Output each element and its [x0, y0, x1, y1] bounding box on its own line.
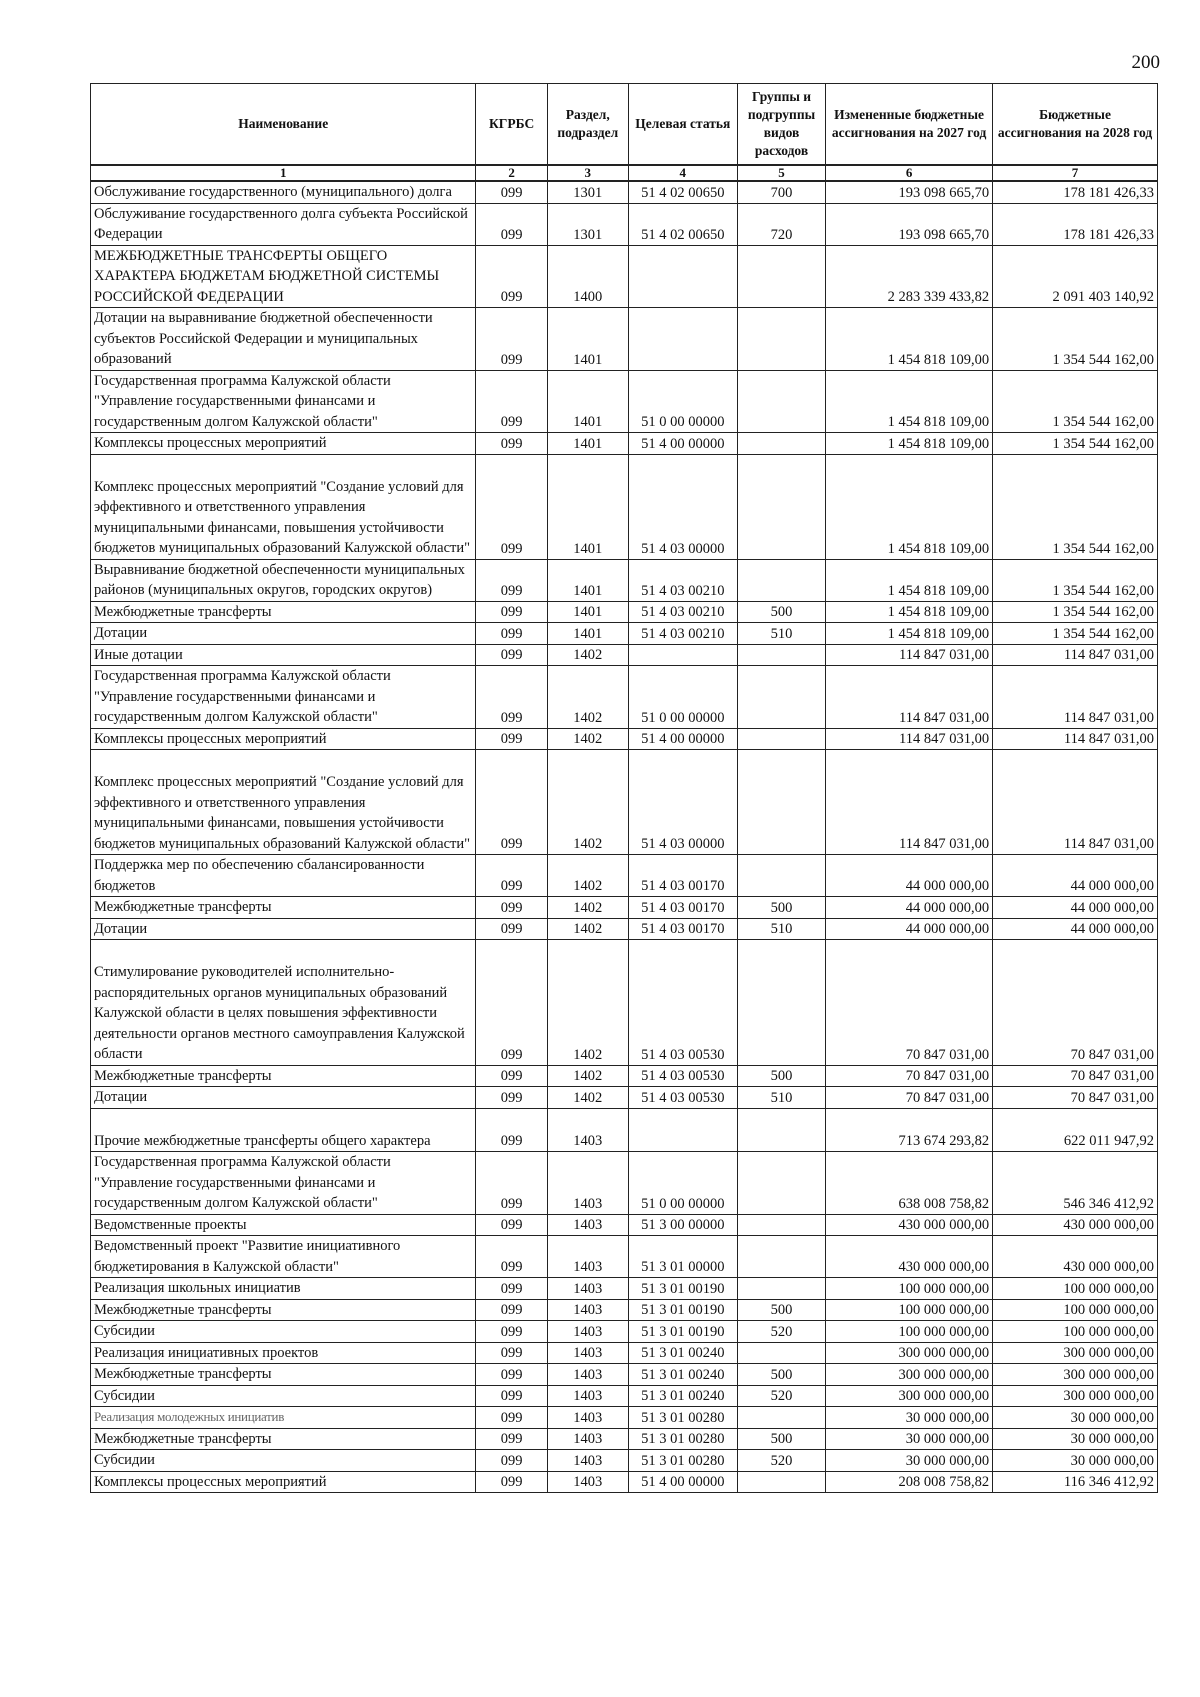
- row-expense-group: [737, 1471, 825, 1493]
- row-section: 1402: [547, 940, 628, 1066]
- row-name: Обслуживание государственного долга субъекта Российской Федерации: [91, 203, 476, 245]
- row-name: Обслуживание государственного (муниципального) долга: [91, 181, 476, 203]
- row-expense-group: 500: [737, 1299, 825, 1321]
- row-expense-group: 510: [737, 1087, 825, 1109]
- row-expense-group: [737, 559, 825, 601]
- row-name: Прочие межбюджетные трансферты общего характера: [91, 1108, 476, 1152]
- row-amount-2027: 1 454 818 109,00: [826, 308, 993, 371]
- table-row: [91, 245, 1158, 308]
- table-row: [91, 308, 1158, 371]
- row-expense-group: 520: [737, 1321, 825, 1343]
- column-number: 6: [826, 165, 993, 181]
- row-kgrbs: 099: [476, 181, 547, 203]
- row-expense-group: 520: [737, 1385, 825, 1407]
- row-kgrbs: 099: [476, 1152, 547, 1215]
- row-kgrbs: 099: [476, 601, 547, 623]
- row-kgrbs: 099: [476, 897, 547, 919]
- row-name: Реализация школьных инициатив: [91, 1278, 476, 1300]
- header-name: Наименование: [91, 84, 476, 166]
- row-amount-2028: 1 354 544 162,00: [993, 433, 1158, 455]
- table-row: [91, 644, 1158, 666]
- row-target-article: 51 0 00 00000: [628, 1152, 737, 1215]
- row-amount-2028: 114 847 031,00: [993, 644, 1158, 666]
- column-number: 5: [737, 165, 825, 181]
- row-amount-2028: 178 181 426,33: [993, 203, 1158, 245]
- row-target-article: 51 4 03 00170: [628, 855, 737, 897]
- row-expense-group: [737, 1108, 825, 1152]
- row-amount-2028: 2 091 403 140,92: [993, 245, 1158, 308]
- row-kgrbs: 099: [476, 203, 547, 245]
- table-row: [91, 666, 1158, 729]
- row-target-article: 51 0 00 00000: [628, 666, 737, 729]
- table-body: [91, 165, 1158, 1493]
- table-row: [91, 1321, 1158, 1343]
- row-amount-2028: 430 000 000,00: [993, 1236, 1158, 1278]
- row-target-article: 51 4 03 00530: [628, 1065, 737, 1087]
- row-name: Государственная программа Калужской области "Управление государственными финансами и государственным долгом Калужской области": [91, 666, 476, 729]
- row-amount-2028: 44 000 000,00: [993, 855, 1158, 897]
- row-kgrbs: 099: [476, 454, 547, 559]
- row-amount-2028: 30 000 000,00: [993, 1428, 1158, 1450]
- row-kgrbs: 099: [476, 308, 547, 371]
- column-number: 7: [993, 165, 1158, 181]
- row-amount-2027: 638 008 758,82: [826, 1152, 993, 1215]
- table-row: [91, 1108, 1158, 1152]
- row-name: Поддержка мер по обеспечению сбалансированности бюджетов: [91, 855, 476, 897]
- row-amount-2028: 70 847 031,00: [993, 1087, 1158, 1109]
- row-target-article: 51 4 02 00650: [628, 181, 737, 203]
- row-amount-2027: 30 000 000,00: [826, 1428, 993, 1450]
- row-amount-2027: 30 000 000,00: [826, 1407, 993, 1429]
- row-amount-2028: 1 354 544 162,00: [993, 308, 1158, 371]
- row-target-article: [628, 308, 737, 371]
- row-target-article: [628, 644, 737, 666]
- table-row: [91, 728, 1158, 750]
- row-amount-2027: 114 847 031,00: [826, 644, 993, 666]
- row-name: Субсидии: [91, 1321, 476, 1343]
- row-section: 1401: [547, 601, 628, 623]
- table-row: [91, 203, 1158, 245]
- row-amount-2028: 70 847 031,00: [993, 940, 1158, 1066]
- row-amount-2027: 713 674 293,82: [826, 1108, 993, 1152]
- row-name: Реализация инициативных проектов: [91, 1342, 476, 1364]
- row-amount-2028: 300 000 000,00: [993, 1364, 1158, 1386]
- row-target-article: 51 3 01 00240: [628, 1342, 737, 1364]
- row-name: Комплексы процессных мероприятий: [91, 433, 476, 455]
- row-section: 1401: [547, 623, 628, 645]
- row-expense-group: [737, 454, 825, 559]
- table-row: [91, 897, 1158, 919]
- row-amount-2028: 178 181 426,33: [993, 181, 1158, 203]
- row-name: Реализация молодежных инициатив: [91, 1407, 476, 1429]
- row-target-article: 51 3 01 00280: [628, 1450, 737, 1472]
- table-row: [91, 1236, 1158, 1278]
- table-row: [91, 1407, 1158, 1429]
- row-expense-group: [737, 1342, 825, 1364]
- row-name: Межбюджетные трансферты: [91, 601, 476, 623]
- row-expense-group: [737, 1236, 825, 1278]
- header-kgrbs: КГРБС: [476, 84, 547, 166]
- row-kgrbs: 099: [476, 1428, 547, 1450]
- row-target-article: [628, 245, 737, 308]
- column-number: 2: [476, 165, 547, 181]
- row-section: 1403: [547, 1214, 628, 1236]
- row-expense-group: [737, 433, 825, 455]
- column-number: 1: [91, 165, 476, 181]
- row-expense-group: 510: [737, 918, 825, 940]
- row-section: 1402: [547, 918, 628, 940]
- row-section: 1402: [547, 666, 628, 729]
- row-expense-group: [737, 1214, 825, 1236]
- column-number: 3: [547, 165, 628, 181]
- row-amount-2027: 44 000 000,00: [826, 897, 993, 919]
- table-row: [91, 181, 1158, 203]
- table-row: [91, 1299, 1158, 1321]
- row-section: 1403: [547, 1321, 628, 1343]
- table-header-row: [91, 84, 1158, 166]
- row-section: 1402: [547, 750, 628, 855]
- table-row: [91, 433, 1158, 455]
- row-amount-2027: 30 000 000,00: [826, 1450, 993, 1472]
- row-amount-2028: 114 847 031,00: [993, 750, 1158, 855]
- row-target-article: 51 3 01 00240: [628, 1364, 737, 1386]
- row-target-article: 51 4 03 00210: [628, 559, 737, 601]
- row-name: МЕЖБЮДЖЕТНЫЕ ТРАНСФЕРТЫ ОБЩЕГО ХАРАКТЕРА БЮДЖЕТАМ БЮДЖЕТНОЙ СИСТЕМЫ РОССИЙСКОЙ ФЕДЕРАЦИИ: [91, 245, 476, 308]
- row-kgrbs: 099: [476, 728, 547, 750]
- row-kgrbs: 099: [476, 1278, 547, 1300]
- row-amount-2028: 1 354 544 162,00: [993, 601, 1158, 623]
- row-expense-group: [737, 1152, 825, 1215]
- row-kgrbs: 099: [476, 1236, 547, 1278]
- page-number: 200: [1131, 52, 1160, 73]
- row-expense-group: 500: [737, 601, 825, 623]
- row-kgrbs: 099: [476, 1321, 547, 1343]
- row-kgrbs: 099: [476, 1364, 547, 1386]
- row-target-article: 51 4 00 00000: [628, 433, 737, 455]
- table-row: [91, 1342, 1158, 1364]
- row-expense-group: [737, 644, 825, 666]
- row-section: 1400: [547, 245, 628, 308]
- row-section: 1403: [547, 1108, 628, 1152]
- row-name: Дотации: [91, 623, 476, 645]
- row-name: Межбюджетные трансферты: [91, 1299, 476, 1321]
- row-expense-group: [737, 1407, 825, 1429]
- row-expense-group: [737, 1278, 825, 1300]
- row-kgrbs: 099: [476, 370, 547, 433]
- table-row: [91, 1087, 1158, 1109]
- row-section: 1403: [547, 1278, 628, 1300]
- row-expense-group: 510: [737, 623, 825, 645]
- row-amount-2027: 1 454 818 109,00: [826, 370, 993, 433]
- row-amount-2027: 1 454 818 109,00: [826, 433, 993, 455]
- table-row: [91, 370, 1158, 433]
- row-amount-2028: 546 346 412,92: [993, 1152, 1158, 1215]
- row-name: Дотации: [91, 1087, 476, 1109]
- row-amount-2028: 30 000 000,00: [993, 1407, 1158, 1429]
- table-row: [91, 601, 1158, 623]
- row-target-article: 51 4 02 00650: [628, 203, 737, 245]
- row-amount-2027: 300 000 000,00: [826, 1342, 993, 1364]
- row-name: Межбюджетные трансферты: [91, 1065, 476, 1087]
- row-kgrbs: 099: [476, 666, 547, 729]
- row-name: Дотации: [91, 918, 476, 940]
- row-kgrbs: 099: [476, 1065, 547, 1087]
- row-amount-2027: 1 454 818 109,00: [826, 559, 993, 601]
- row-amount-2028: 116 346 412,92: [993, 1471, 1158, 1493]
- row-section: 1403: [547, 1152, 628, 1215]
- row-kgrbs: 099: [476, 1108, 547, 1152]
- row-section: 1403: [547, 1342, 628, 1364]
- budget-allocation-table: [90, 83, 1158, 1493]
- row-target-article: 51 4 03 00000: [628, 750, 737, 855]
- row-expense-group: [737, 940, 825, 1066]
- row-section: 1401: [547, 370, 628, 433]
- row-expense-group: [737, 666, 825, 729]
- row-kgrbs: 099: [476, 1342, 547, 1364]
- row-expense-group: [737, 855, 825, 897]
- row-amount-2027: 208 008 758,82: [826, 1471, 993, 1493]
- row-amount-2027: 1 454 818 109,00: [826, 454, 993, 559]
- header-target-article: Целевая статья: [628, 84, 737, 166]
- row-expense-group: 500: [737, 897, 825, 919]
- row-amount-2027: 100 000 000,00: [826, 1299, 993, 1321]
- column-number: 4: [628, 165, 737, 181]
- row-section: 1401: [547, 308, 628, 371]
- row-amount-2027: 193 098 665,70: [826, 203, 993, 245]
- row-section: 1403: [547, 1450, 628, 1472]
- table-row: [91, 1152, 1158, 1215]
- row-amount-2028: 44 000 000,00: [993, 918, 1158, 940]
- row-target-article: 51 4 03 00210: [628, 623, 737, 645]
- row-expense-group: 500: [737, 1428, 825, 1450]
- row-expense-group: 500: [737, 1364, 825, 1386]
- row-target-article: 51 3 01 00190: [628, 1321, 737, 1343]
- row-expense-group: [737, 308, 825, 371]
- table-row: [91, 750, 1158, 855]
- row-target-article: 51 3 01 00190: [628, 1278, 737, 1300]
- row-amount-2028: 70 847 031,00: [993, 1065, 1158, 1087]
- row-amount-2027: 430 000 000,00: [826, 1214, 993, 1236]
- row-expense-group: [737, 245, 825, 308]
- table-row: [91, 940, 1158, 1066]
- row-name: Межбюджетные трансферты: [91, 897, 476, 919]
- row-target-article: 51 4 03 00530: [628, 940, 737, 1066]
- row-amount-2028: 114 847 031,00: [993, 666, 1158, 729]
- row-amount-2027: 114 847 031,00: [826, 750, 993, 855]
- row-amount-2027: 430 000 000,00: [826, 1236, 993, 1278]
- row-expense-group: 520: [737, 1450, 825, 1472]
- row-kgrbs: 099: [476, 623, 547, 645]
- row-section: 1403: [547, 1385, 628, 1407]
- row-name: Государственная программа Калужской области "Управление государственными финансами и государственным долгом Калужской области": [91, 370, 476, 433]
- row-amount-2028: 30 000 000,00: [993, 1450, 1158, 1472]
- table-row: [91, 1450, 1158, 1472]
- row-expense-group: [737, 728, 825, 750]
- row-expense-group: 500: [737, 1065, 825, 1087]
- row-section: 1401: [547, 433, 628, 455]
- row-kgrbs: 099: [476, 245, 547, 308]
- header-2028: Бюджетные ассигнования на 2028 год: [993, 84, 1158, 166]
- row-name: Субсидии: [91, 1385, 476, 1407]
- row-kgrbs: 099: [476, 1407, 547, 1429]
- table-row: [91, 1214, 1158, 1236]
- row-section: 1401: [547, 454, 628, 559]
- row-amount-2027: 300 000 000,00: [826, 1385, 993, 1407]
- table-row: [91, 918, 1158, 940]
- row-name: Межбюджетные трансферты: [91, 1428, 476, 1450]
- row-kgrbs: 099: [476, 1471, 547, 1493]
- row-kgrbs: 099: [476, 1087, 547, 1109]
- row-section: 1402: [547, 728, 628, 750]
- row-target-article: 51 4 03 00210: [628, 601, 737, 623]
- row-section: 1301: [547, 181, 628, 203]
- row-amount-2028: 1 354 544 162,00: [993, 370, 1158, 433]
- row-section: 1403: [547, 1236, 628, 1278]
- row-amount-2028: 44 000 000,00: [993, 897, 1158, 919]
- row-amount-2028: 1 354 544 162,00: [993, 623, 1158, 645]
- row-target-article: [628, 1108, 737, 1152]
- row-kgrbs: 099: [476, 644, 547, 666]
- row-kgrbs: 099: [476, 1214, 547, 1236]
- row-amount-2027: 114 847 031,00: [826, 728, 993, 750]
- row-section: 1301: [547, 203, 628, 245]
- row-name: Стимулирование руководителей исполнительно-распорядительных органов муниципальных образований Калужской области в целях повышения эффективности деятельности органов местного самоуправления Калужской области: [91, 940, 476, 1066]
- row-name: Межбюджетные трансферты: [91, 1364, 476, 1386]
- row-section: 1402: [547, 855, 628, 897]
- row-kgrbs: 099: [476, 750, 547, 855]
- row-name: Комплекс процессных мероприятий "Создание условий для эффективного и ответственного управления муниципальными финансами, повышения устойчивости бюджетов муниципальных образований Калужской области": [91, 750, 476, 855]
- row-amount-2027: 1 454 818 109,00: [826, 623, 993, 645]
- row-name: Субсидии: [91, 1450, 476, 1472]
- table-row: [91, 1385, 1158, 1407]
- row-amount-2028: 300 000 000,00: [993, 1342, 1158, 1364]
- row-amount-2027: 70 847 031,00: [826, 940, 993, 1066]
- row-section: 1402: [547, 1065, 628, 1087]
- row-target-article: 51 4 00 00000: [628, 728, 737, 750]
- row-amount-2028: 300 000 000,00: [993, 1385, 1158, 1407]
- row-target-article: 51 4 00 00000: [628, 1471, 737, 1493]
- row-target-article: 51 3 01 00280: [628, 1407, 737, 1429]
- row-amount-2027: 1 454 818 109,00: [826, 601, 993, 623]
- row-amount-2027: 300 000 000,00: [826, 1364, 993, 1386]
- table-row: [91, 623, 1158, 645]
- table-row: [91, 855, 1158, 897]
- row-amount-2028: 1 354 544 162,00: [993, 454, 1158, 559]
- header-expense-group: Группы и подгруппы видов расходов: [737, 84, 825, 166]
- row-name: Комплексы процессных мероприятий: [91, 1471, 476, 1493]
- row-kgrbs: 099: [476, 559, 547, 601]
- row-amount-2027: 44 000 000,00: [826, 855, 993, 897]
- row-target-article: 51 4 03 00000: [628, 454, 737, 559]
- row-target-article: 51 4 03 00170: [628, 897, 737, 919]
- row-amount-2028: 430 000 000,00: [993, 1214, 1158, 1236]
- row-amount-2027: 2 283 339 433,82: [826, 245, 993, 308]
- table-row: [91, 1428, 1158, 1450]
- row-amount-2027: 114 847 031,00: [826, 666, 993, 729]
- table-row: [91, 454, 1158, 559]
- row-kgrbs: 099: [476, 940, 547, 1066]
- table-row: [91, 1471, 1158, 1493]
- row-section: 1401: [547, 559, 628, 601]
- table-row: [91, 1065, 1158, 1087]
- row-kgrbs: 099: [476, 1299, 547, 1321]
- row-expense-group: [737, 750, 825, 855]
- row-name: Ведомственный проект "Развитие инициативного бюджетирования в Калужской области": [91, 1236, 476, 1278]
- row-name: Государственная программа Калужской области "Управление государственными финансами и государственным долгом Калужской области": [91, 1152, 476, 1215]
- row-target-article: 51 3 01 00240: [628, 1385, 737, 1407]
- row-section: 1403: [547, 1364, 628, 1386]
- row-name: Комплекс процессных мероприятий "Создание условий для эффективного и ответственного управления муниципальными финансами, повышения устойчивости бюджетов муниципальных образований Калужской области": [91, 454, 476, 559]
- column-number-row: [91, 165, 1158, 181]
- row-amount-2028: 1 354 544 162,00: [993, 559, 1158, 601]
- row-name: Выравнивание бюджетной обеспеченности муниципальных районов (муниципальных округов, городских округов): [91, 559, 476, 601]
- row-expense-group: 720: [737, 203, 825, 245]
- row-amount-2027: 100 000 000,00: [826, 1321, 993, 1343]
- row-amount-2027: 100 000 000,00: [826, 1278, 993, 1300]
- row-name: Комплексы процессных мероприятий: [91, 728, 476, 750]
- table-row: [91, 559, 1158, 601]
- table-row: [91, 1364, 1158, 1386]
- row-kgrbs: 099: [476, 918, 547, 940]
- header-2027: Измененные бюджетные ассигнования на 2027 год: [826, 84, 993, 166]
- row-amount-2027: 70 847 031,00: [826, 1065, 993, 1087]
- row-section: 1402: [547, 644, 628, 666]
- row-kgrbs: 099: [476, 855, 547, 897]
- row-amount-2027: 70 847 031,00: [826, 1087, 993, 1109]
- row-target-article: 51 4 03 00530: [628, 1087, 737, 1109]
- row-section: 1402: [547, 897, 628, 919]
- row-target-article: 51 3 01 00280: [628, 1428, 737, 1450]
- row-kgrbs: 099: [476, 433, 547, 455]
- header-section: Раздел, подраздел: [547, 84, 628, 166]
- row-section: 1403: [547, 1407, 628, 1429]
- row-amount-2027: 44 000 000,00: [826, 918, 993, 940]
- table-row: [91, 1278, 1158, 1300]
- row-section: 1403: [547, 1471, 628, 1493]
- row-amount-2028: 100 000 000,00: [993, 1299, 1158, 1321]
- row-name: Дотации на выравнивание бюджетной обеспеченности субъектов Российской Федерации и муниципальных образований: [91, 308, 476, 371]
- row-kgrbs: 099: [476, 1450, 547, 1472]
- row-expense-group: [737, 370, 825, 433]
- row-expense-group: 700: [737, 181, 825, 203]
- row-amount-2028: 114 847 031,00: [993, 728, 1158, 750]
- row-target-article: 51 0 00 00000: [628, 370, 737, 433]
- row-section: 1403: [547, 1299, 628, 1321]
- row-target-article: 51 3 00 00000: [628, 1214, 737, 1236]
- row-amount-2028: 100 000 000,00: [993, 1278, 1158, 1300]
- row-amount-2028: 622 011 947,92: [993, 1108, 1158, 1152]
- row-amount-2027: 193 098 665,70: [826, 181, 993, 203]
- row-section: 1402: [547, 1087, 628, 1109]
- row-amount-2028: 100 000 000,00: [993, 1321, 1158, 1343]
- row-name: Иные дотации: [91, 644, 476, 666]
- row-section: 1403: [547, 1428, 628, 1450]
- row-target-article: 51 3 01 00000: [628, 1236, 737, 1278]
- row-name: Ведомственные проекты: [91, 1214, 476, 1236]
- row-target-article: 51 4 03 00170: [628, 918, 737, 940]
- row-target-article: 51 3 01 00190: [628, 1299, 737, 1321]
- row-kgrbs: 099: [476, 1385, 547, 1407]
